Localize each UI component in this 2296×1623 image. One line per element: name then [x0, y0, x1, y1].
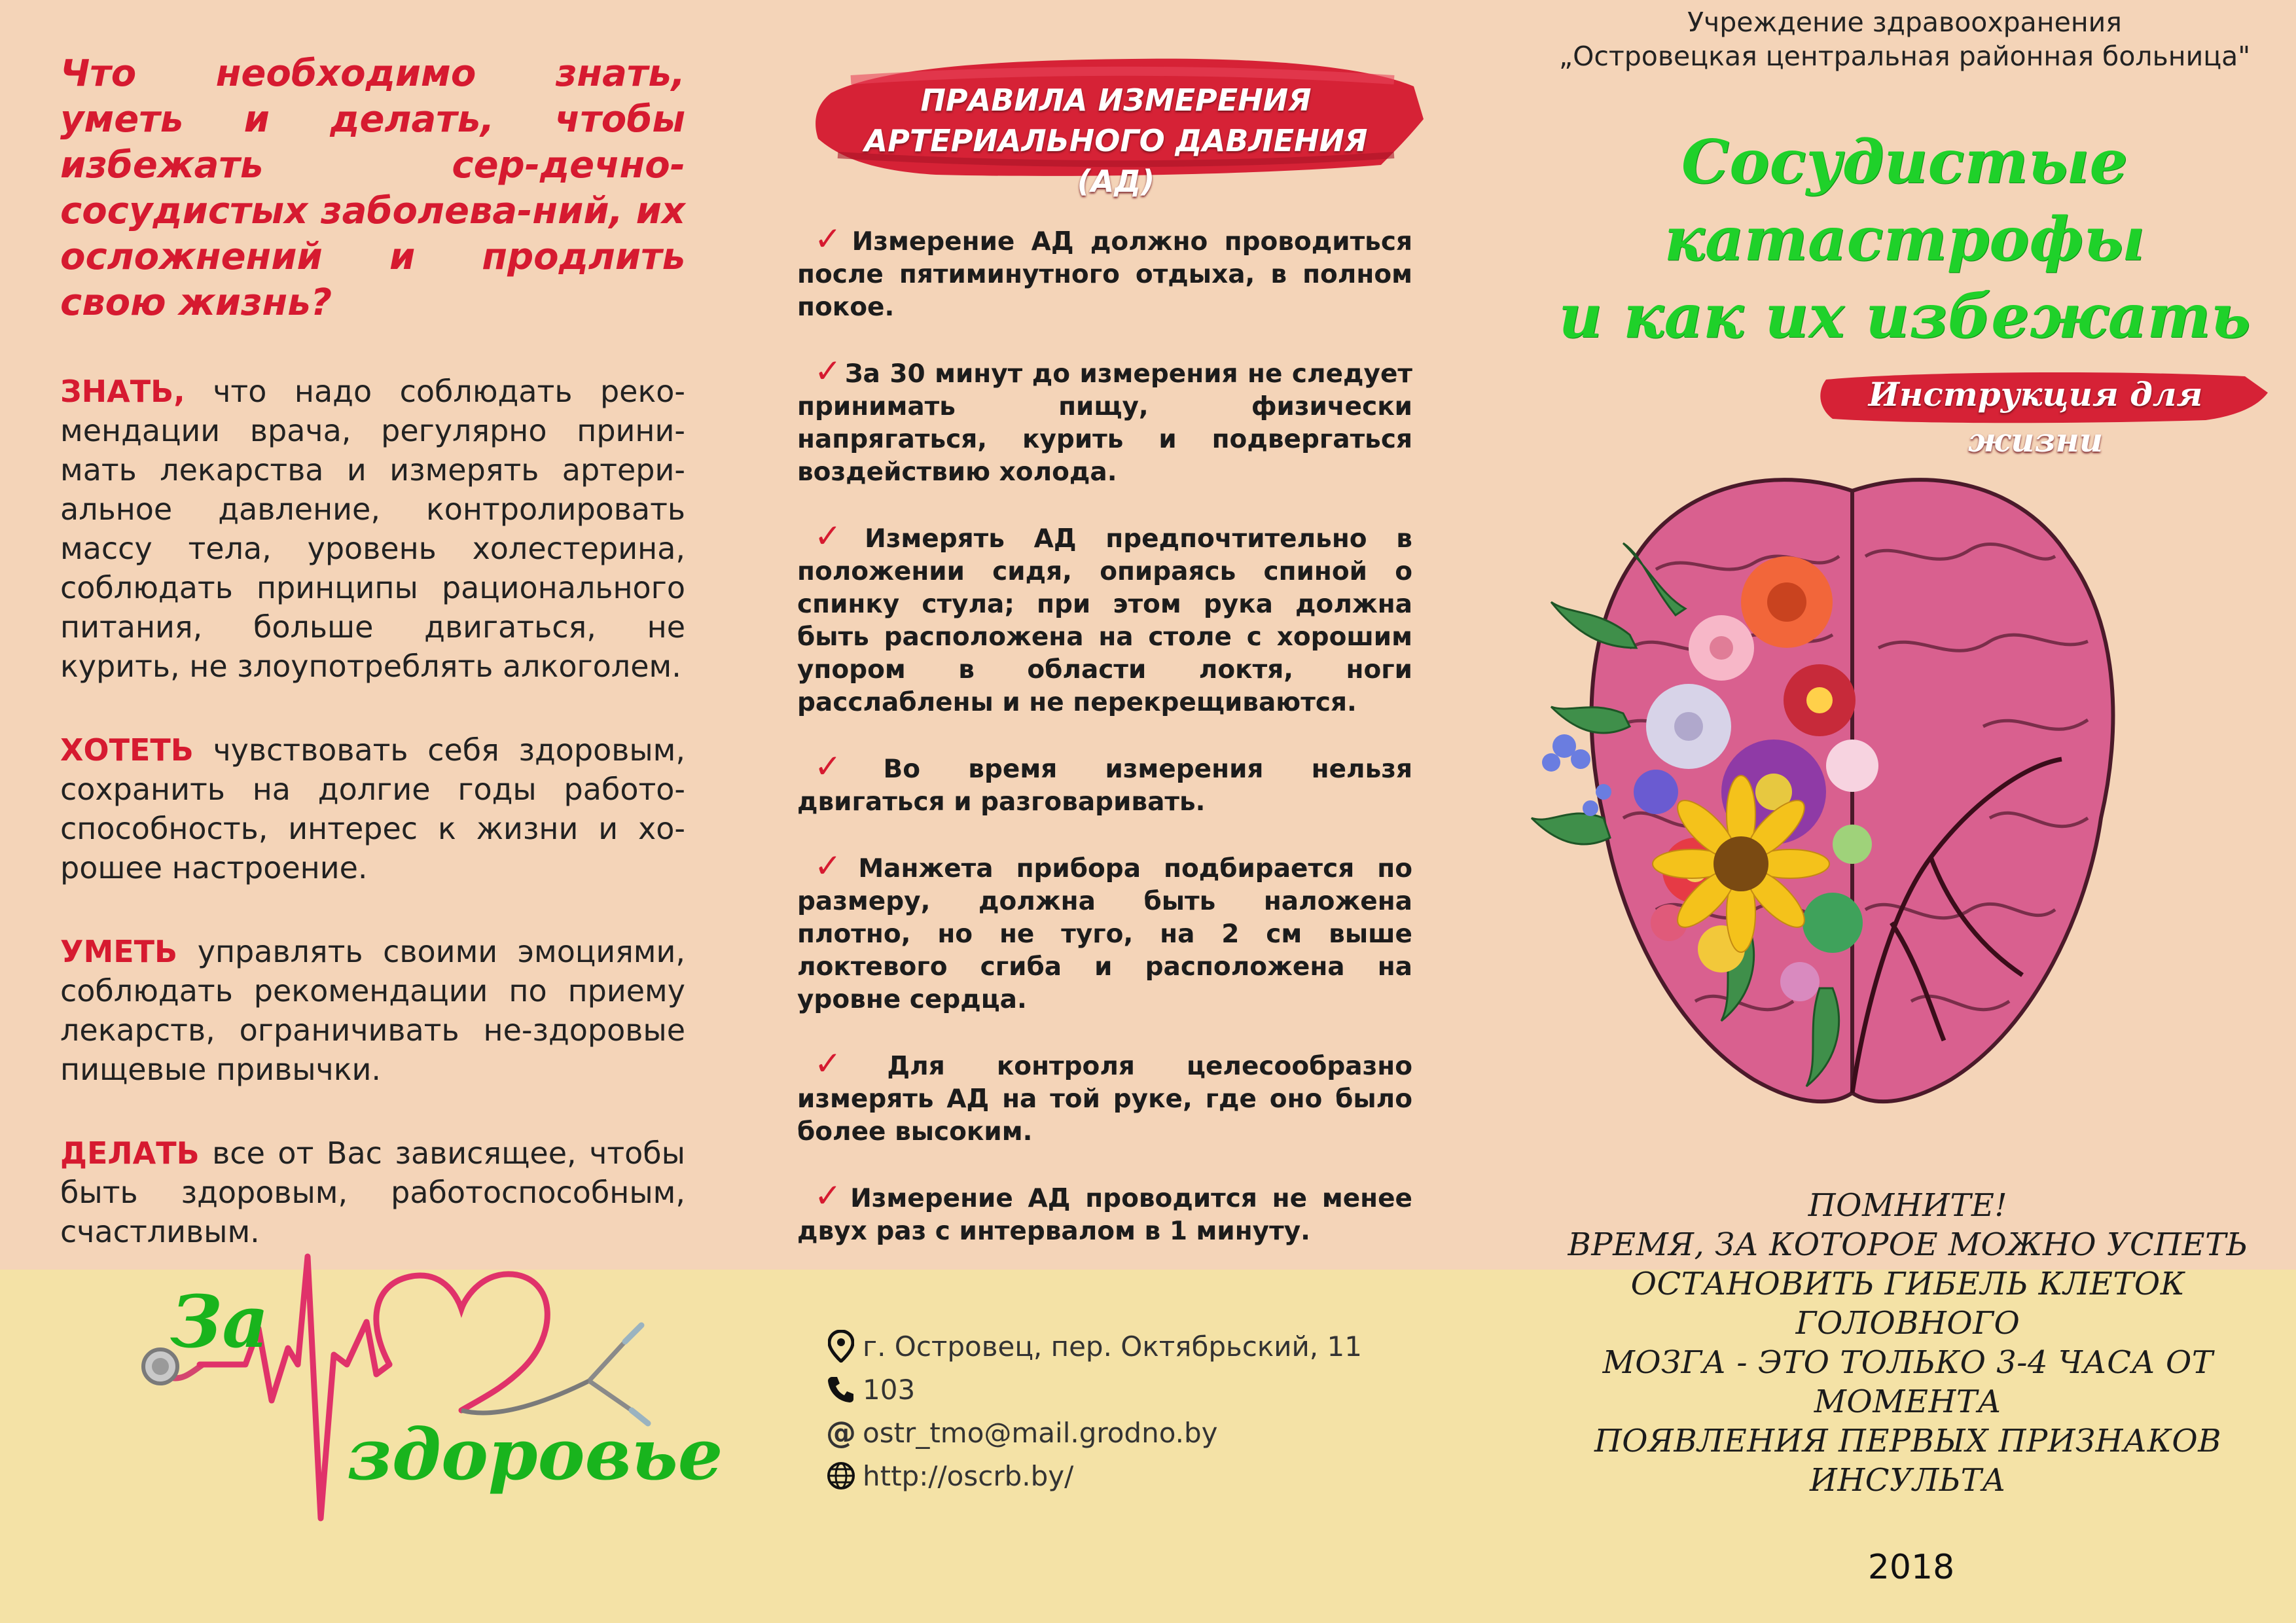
phone-row [826, 1368, 1415, 1410]
rule-text: Измерение АД проводится не менее двух раз с интервалом в 1 минуту. [797, 1184, 1412, 1246]
remember-line: ОСТАНОВИТЬ ГИБЕЛЬ КЛЕТОК ГОЛОВНОГО [1630, 1266, 2185, 1342]
location-pin-icon [826, 1331, 856, 1361]
rule-item [797, 747, 1412, 819]
rule-text: За 30 минут до измерения не следует принимать пищу, физически напрягаться, курить и подвергаться воздействию холода. [797, 359, 1412, 487]
institution-name [1505, 5, 2296, 73]
brochure-title [1558, 123, 2251, 355]
website-link[interactable]: http://oscrb.by/ [863, 1459, 1074, 1492]
remember-line: ПОМНИТЕ! [1808, 1187, 2008, 1224]
checkmark-icon: ✓ [814, 1044, 885, 1082]
text-can: управлять своими эмоциями, соблюдать рекомендации по приему лекарств, ограничивать не-здоровые пищевые привычки. [60, 934, 685, 1087]
keyword-want: ХОТЕТЬ [60, 732, 194, 768]
rule-text: Манжета прибора подбирается по размеру, должна быть наложена плотно, но не туго, на 2 см выше локтевого сгиба и расположена на уровне сердца. [797, 854, 1412, 1014]
rule-text: Измерение АД должно проводиться после пятиминутного отдыха, в полном покое. [797, 227, 1412, 322]
rule-text: Для контроля целесообразно измерять АД на той руке, где оно было более высоким. [797, 1052, 1412, 1147]
checkmark-icon: ✓ [814, 517, 863, 555]
text-do: все от Вас зависящее, чтобы быть здоровым, работоспособным, счастливым. [60, 1135, 685, 1249]
rule-item [797, 220, 1412, 324]
section-can [60, 932, 685, 1089]
text-know: что надо соблюдать реко-мендации врача, регулярно прини-мать лекарства и измерять артери-альное давление, контролировать массу тела, уровень холестерина, соблюдать принципы рационального питания, больше двигаться, не курить, не злоупотреблять алкоголем. [60, 374, 685, 684]
section-do [60, 1133, 685, 1251]
title-line1: Сосудистые [1681, 126, 2128, 197]
address-text: г. Островец, пер. Октябрьский, 11 [863, 1330, 1362, 1363]
keyword-can: УМЕТЬ [60, 934, 178, 969]
rules-title-line1: ПРАВИЛА ИЗМЕРЕНИЯ [920, 82, 1312, 118]
at-sign-icon: @ [826, 1415, 856, 1450]
contacts-block [826, 1325, 1415, 1498]
rules-title [825, 80, 1407, 202]
section-want [60, 730, 685, 887]
checkmark-icon: ✓ [814, 220, 850, 258]
checkmark-icon: ✓ [814, 747, 881, 785]
remember-line: ИНСУЛЬТА [1810, 1462, 2006, 1499]
rule-item [797, 1044, 1412, 1149]
rule-item [797, 849, 1412, 1016]
title-line2: катастрофы [1664, 204, 2145, 274]
remember-warning [1525, 1186, 2291, 1500]
phone-icon [826, 1374, 856, 1404]
email-link[interactable]: ostr_tmo@mail.grodno.by [863, 1416, 1218, 1449]
institution-line2: „Островецкая центральная районная больница" [1558, 41, 2251, 72]
logo-word-za: За [170, 1279, 269, 1364]
keyword-know: ЗНАТЬ, [60, 374, 185, 409]
keyword-do: ДЕЛАТЬ [60, 1135, 200, 1171]
address-row [826, 1325, 1415, 1367]
title-line3: и как их избежать [1558, 281, 2251, 351]
section-know [60, 372, 685, 686]
remember-line: ВРЕМЯ, ЗА КОТОРОЕ МОЖНО УСПЕТЬ [1568, 1226, 2248, 1263]
globe-icon [826, 1461, 856, 1491]
remember-line: МОЗГА - ЭТО ТОЛЬКО 3-4 ЧАСА ОТ МОМЕНТА [1602, 1344, 2214, 1420]
text-want: чувствовать себя здоровым, сохранить на долгие годы работо-способность, интерес к жизни и хо-рошее настроение. [60, 732, 685, 885]
rule-item [797, 1179, 1412, 1248]
website-row [826, 1455, 1415, 1497]
rule-text: Измерять АД предпочтительно в положении сидя, опираясь спиной о спинку стула; при этом рука должна быть расположена на столе с хорошим упором в области локтя, ноги расслаблены и не перекрещиваются. [797, 524, 1412, 717]
remember-line: ПОЯВЛЕНИЯ ПЕРВЫХ ПРИЗНАКОВ [1594, 1423, 2222, 1459]
institution-line1: Учреждение здравоохранения [1687, 7, 2122, 38]
checkmark-icon: ✓ [814, 847, 856, 885]
rules-list [797, 220, 1412, 1279]
rules-title-line2: АРТЕРИАЛЬНОГО ДАВЛЕНИЯ (АД) [864, 123, 1368, 199]
phone-number[interactable]: 103 [863, 1373, 916, 1406]
left-panel [60, 51, 685, 1296]
email-row [826, 1412, 1415, 1454]
logo-word-zdorovie: здоровье [347, 1414, 723, 1496]
subtitle: Инструкция для жизни [1868, 375, 2203, 459]
left-heading: Что необходимо знать, уметь и делать, чтобы избежать сер-дечно-сосудистых заболева-ний, их осложнений и продлить свою жизнь? [60, 52, 685, 324]
checkmark-icon: ✓ [814, 1177, 848, 1215]
rule-item [797, 517, 1412, 719]
publication-year: 2018 [1867, 1548, 1955, 1587]
za-zdorovie-logo [131, 1243, 723, 1551]
brain-with-flowers-illustration [1525, 452, 2179, 1171]
checkmark-icon: ✓ [814, 352, 842, 390]
rule-text: Во время измерения нельзя двигаться и разговаривать. [797, 755, 1412, 817]
rule-item [797, 352, 1412, 489]
